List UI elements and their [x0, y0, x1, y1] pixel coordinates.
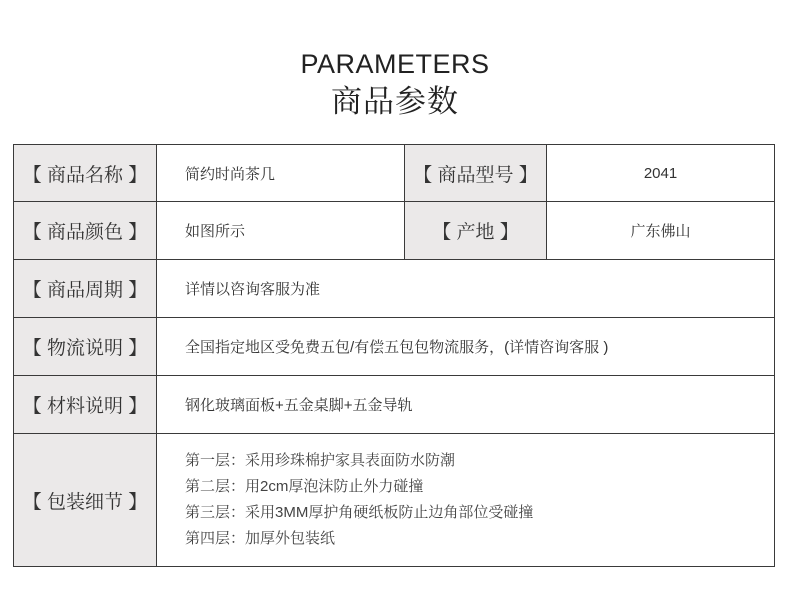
packing-label: 【 包装细节 】 [14, 434, 157, 566]
table-row [14, 260, 774, 318]
table-row [14, 318, 774, 376]
packing-layer-1: 第一层：采用珍珠棉护家具表面防水防潮 [185, 452, 456, 469]
logistics-value: 全国指定地区受免费五包/有偿五包包物流服务，(详情咨询客服 ) [185, 339, 609, 356]
packing-layer-2: 第二层：用2cm厚泡沫防止外力碰撞 [185, 478, 424, 495]
product-period-label: 【 商品周期 】 [14, 260, 157, 317]
table-row [14, 376, 774, 434]
table-row [14, 434, 774, 566]
packing-details [157, 434, 774, 566]
material-label: 【 材料说明 】 [14, 376, 157, 433]
material-value: 钢化玻璃面板+五金桌脚+五金导轨 [185, 397, 413, 414]
packing-layer-3: 第三层：采用3MM厚护角硬纸板防止边角部位受碰撞 [185, 504, 534, 521]
table-row [14, 145, 774, 202]
product-color-label: 【 商品颜色 】 [14, 202, 157, 259]
origin-label: 【 产地 】 [404, 202, 547, 259]
packing-layer-4: 第四层：加厚外包装纸 [185, 530, 336, 547]
logistics-label: 【 物流说明 】 [14, 318, 157, 375]
product-period-value: 详情以咨询客服为准 [185, 281, 321, 298]
product-model-label: 【 商品型号 】 [404, 145, 547, 201]
title-chinese: 商品参数 [331, 84, 459, 119]
title-english: PARAMETERS [300, 49, 490, 79]
origin-value: 广东佛山 [630, 223, 691, 240]
parameters-table [13, 144, 775, 567]
product-name-value: 简约时尚茶几 [185, 165, 276, 183]
product-model-value: 2041 [643, 164, 678, 182]
product-color-value: 如图所示 [185, 223, 246, 240]
table-row [14, 202, 774, 260]
product-name-label: 【 商品名称 】 [14, 145, 157, 201]
